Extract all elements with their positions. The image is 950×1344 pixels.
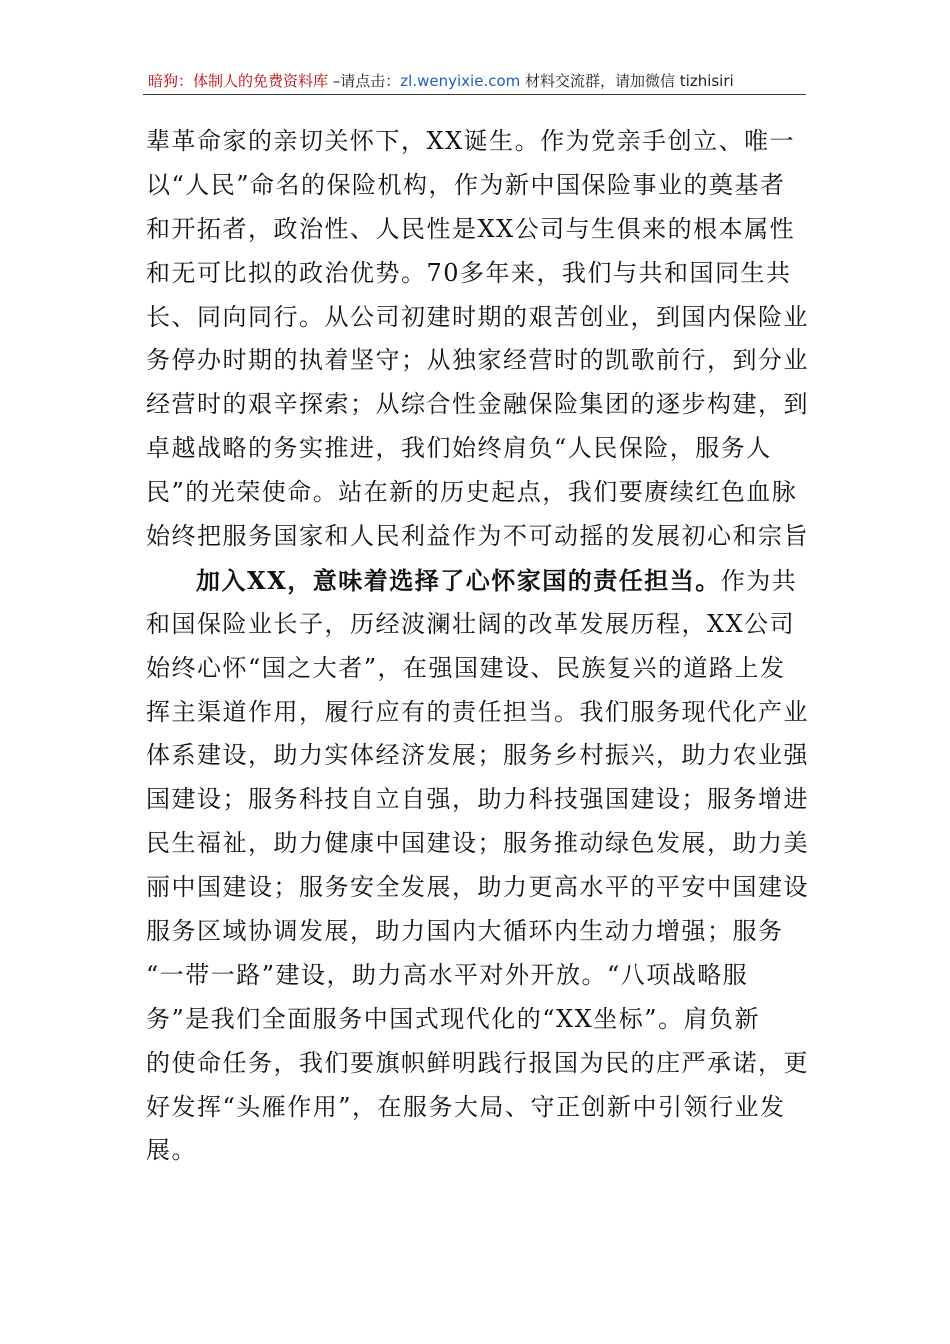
text-line: 展。 bbox=[146, 1136, 197, 1165]
text-line: 服务区域协调发展，助力国内大循环内生动力增强；服务 bbox=[146, 917, 784, 946]
text-line: 辈革命家的亲切关怀下，XX诞生。作为党亲手创立、唯一 bbox=[146, 127, 796, 155]
header-prompt: –请点击： bbox=[328, 72, 401, 90]
paragraph-heading: 加入XX，意味着选择了心怀家国的责任担当。 bbox=[196, 565, 721, 595]
text-line: 始终心怀“国之大者”，在强国建设、民族复兴的道路上发 bbox=[146, 653, 786, 682]
header-brand: 暗狗：体制人的免费资料库 bbox=[148, 72, 329, 90]
text-line: 和国保险业长子，历经波澜壮阔的改革发展历程，XX公司 bbox=[146, 609, 796, 638]
page-header bbox=[148, 68, 808, 94]
text-line: “一带一路”建设，助力高水平对外开放。“八项战略服 bbox=[146, 960, 749, 989]
text-line: 和开拓者，政治性、人民性是XX公司与生俱来的根本属性 bbox=[146, 214, 796, 243]
text-line: 经营时的艰辛探索；从综合性金融保险集团的逐步构建，到 bbox=[146, 390, 809, 419]
paragraph-2 bbox=[146, 559, 810, 1173]
header-wechat-note: 材料交流群，请加微信 tizhisiri bbox=[520, 72, 734, 90]
text-line: 民生福祉，助力健康中国建设；服务推动绿色发展，助力美 bbox=[146, 829, 809, 858]
header-divider bbox=[143, 94, 806, 95]
text-line: 体系建设，助力实体经济发展；服务乡村振兴，助力农业强 bbox=[146, 741, 809, 770]
text-line: 好发挥“头雁作用”，在服务大局、守正创新中引领行业发 bbox=[146, 1092, 786, 1121]
text-line: 丽中国建设；服务安全发展，助力更高水平的平安中国建设 bbox=[146, 873, 809, 902]
text-line: 卓越战略的务实推进，我们始终肩负“人民保险，服务人 bbox=[146, 434, 772, 463]
text-line: 民”的光荣使命。站在新的历史起点，我们要赓续红色血脉 bbox=[146, 478, 798, 507]
text-line-first bbox=[146, 559, 810, 603]
text-line: 务停办时期的执着坚守；从独家经营时的凯歌前行，到分业 bbox=[146, 346, 809, 375]
header-link[interactable]: zl.wenyixie.com bbox=[400, 72, 521, 90]
text-line: 始终把服务国家和人民利益作为不可动摇的发展初心和宗旨 bbox=[146, 522, 809, 551]
paragraph-1 bbox=[146, 120, 810, 559]
text-line: 和无可比拟的政治优势。70多年来，我们与共和国同生共 bbox=[146, 258, 792, 287]
document-body bbox=[146, 120, 810, 1173]
text-line: 长、同向同行。从公司初建时期的艰苦创业，到国内保险业 bbox=[146, 302, 809, 331]
text-line: 以“人民”命名的保险机构，作为新中国保险事业的奠基者 bbox=[146, 170, 786, 199]
text-line: 国建设；服务科技自立自强，助力科技强国建设；服务增进 bbox=[146, 785, 809, 814]
text-line: 务”是我们全面服务中国式现代化的“XX坐标”。肩负新 bbox=[146, 1004, 760, 1033]
text-line: 挥主渠道作用，履行应有的责任担当。我们服务现代化产业 bbox=[146, 697, 809, 726]
text-run: 作为共 bbox=[720, 566, 798, 595]
text-line: 的使命任务，我们要旗帜鲜明践行报国为民的庄严承诺，更 bbox=[146, 1048, 809, 1077]
